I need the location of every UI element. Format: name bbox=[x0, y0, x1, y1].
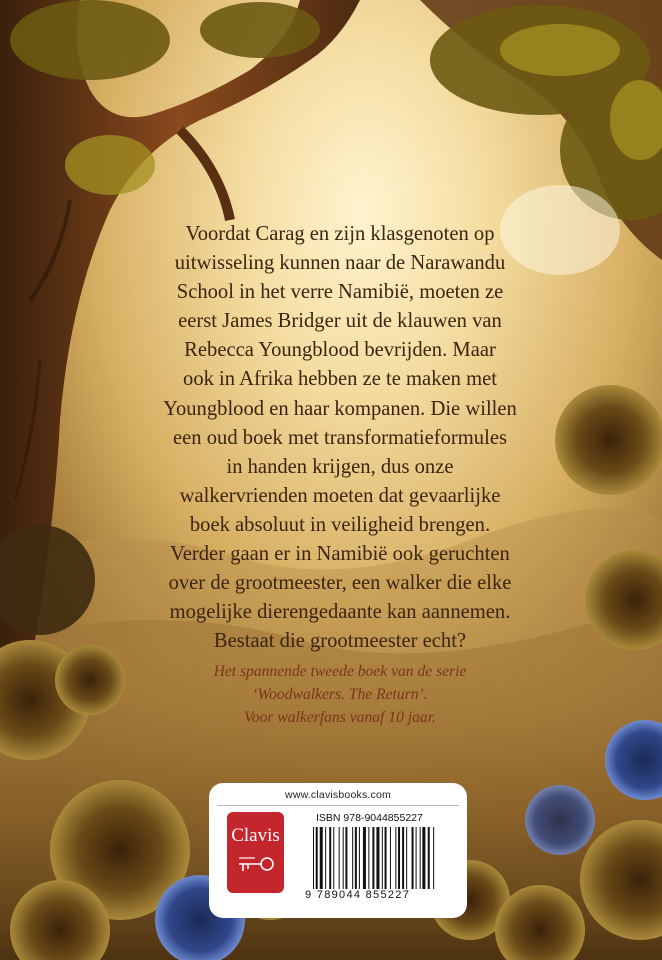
blurb-line: een oud boek met transformatieformules bbox=[173, 426, 507, 449]
blurb-line: eerst James Bridger uit de klauwen van bbox=[178, 310, 502, 333]
barcode-bar bbox=[329, 827, 331, 889]
publisher-logo-text: Clavis bbox=[231, 825, 280, 846]
barcode-bar bbox=[398, 827, 400, 889]
blurb-line: mogelijke dierengedaante kan aannemen. bbox=[169, 601, 511, 624]
key-icon bbox=[235, 854, 277, 878]
barcode-bar bbox=[313, 827, 314, 889]
blurb-line: walkervrienden moeten dat gevaarlijke bbox=[179, 484, 501, 507]
barcode-bar bbox=[412, 827, 414, 889]
barcode bbox=[313, 827, 460, 889]
barcode-bar bbox=[372, 827, 374, 889]
barcode-bar bbox=[343, 827, 344, 889]
barcode-bar bbox=[382, 827, 383, 889]
blurb-line: Rebecca Youngblood bevrijden. Maar bbox=[184, 339, 496, 362]
barcode-bar bbox=[352, 827, 353, 889]
barcode-bar bbox=[420, 827, 421, 889]
blurb-line: ook in Afrika hebben ze te maken met bbox=[183, 368, 497, 391]
blurb-line: Bestaat die grootmeester echt? bbox=[213, 630, 467, 653]
barcode-bar bbox=[345, 827, 347, 889]
isbn-label: ISBN 978-9044855227 bbox=[316, 812, 423, 824]
blurb-line: in handen krijgen, dus onze bbox=[226, 455, 454, 478]
barcode-bar bbox=[363, 827, 366, 889]
barcode-bar bbox=[422, 827, 425, 889]
tagline-line: ‘Woodwalkers. The Return’. bbox=[252, 686, 428, 703]
blurb-line: uitwisseling kunnen naar de Narawandu bbox=[174, 252, 506, 275]
blurb-line: School in het verre Namibië, moeten ze bbox=[176, 281, 504, 304]
barcode-bar bbox=[395, 827, 396, 889]
barcode-bar bbox=[316, 827, 318, 889]
divider bbox=[217, 805, 459, 806]
blurb-line: Youngblood en haar kompanen. Die willen bbox=[163, 397, 517, 420]
publisher-logo bbox=[227, 812, 284, 893]
barcode-bar bbox=[368, 827, 369, 889]
tagline-line: Voor walkerfans vanaf 10 jaar. bbox=[244, 709, 436, 726]
publisher-url[interactable]: www.clavisbooks.com bbox=[285, 789, 391, 801]
barcode-bar bbox=[406, 827, 407, 889]
barcode-bar bbox=[376, 827, 379, 889]
series-tagline bbox=[120, 660, 560, 729]
blurb-line: Voordat Carag en zijn klasgenoten op bbox=[185, 223, 495, 245]
tagline-line: Het spannende tweede boek van de serie bbox=[213, 663, 467, 680]
barcode-panel bbox=[209, 783, 467, 918]
barcode-bar bbox=[359, 827, 360, 889]
barcode-bar bbox=[325, 827, 326, 889]
barcode-bar bbox=[428, 827, 430, 889]
barcode-bar bbox=[320, 827, 323, 889]
barcode-bar bbox=[339, 827, 340, 889]
barcode-bar bbox=[355, 827, 357, 889]
barcode-bar bbox=[416, 827, 417, 889]
back-cover-blurb bbox=[130, 220, 550, 656]
barcode-bar bbox=[390, 827, 391, 889]
blurb-line: boek absoluut in veiligheid brengen. bbox=[189, 513, 491, 536]
barcode-bar bbox=[433, 827, 434, 889]
barcode-bar bbox=[385, 827, 387, 889]
barcode-bar bbox=[333, 827, 334, 889]
barcode-bar bbox=[402, 827, 404, 889]
blurb-line: Verder gaan er in Namibië ook geruchten bbox=[170, 543, 510, 566]
blurb-line: over de grootmeester, een walker die elke bbox=[168, 572, 512, 595]
isbn-digits: 9 789044 855227 bbox=[305, 889, 411, 901]
